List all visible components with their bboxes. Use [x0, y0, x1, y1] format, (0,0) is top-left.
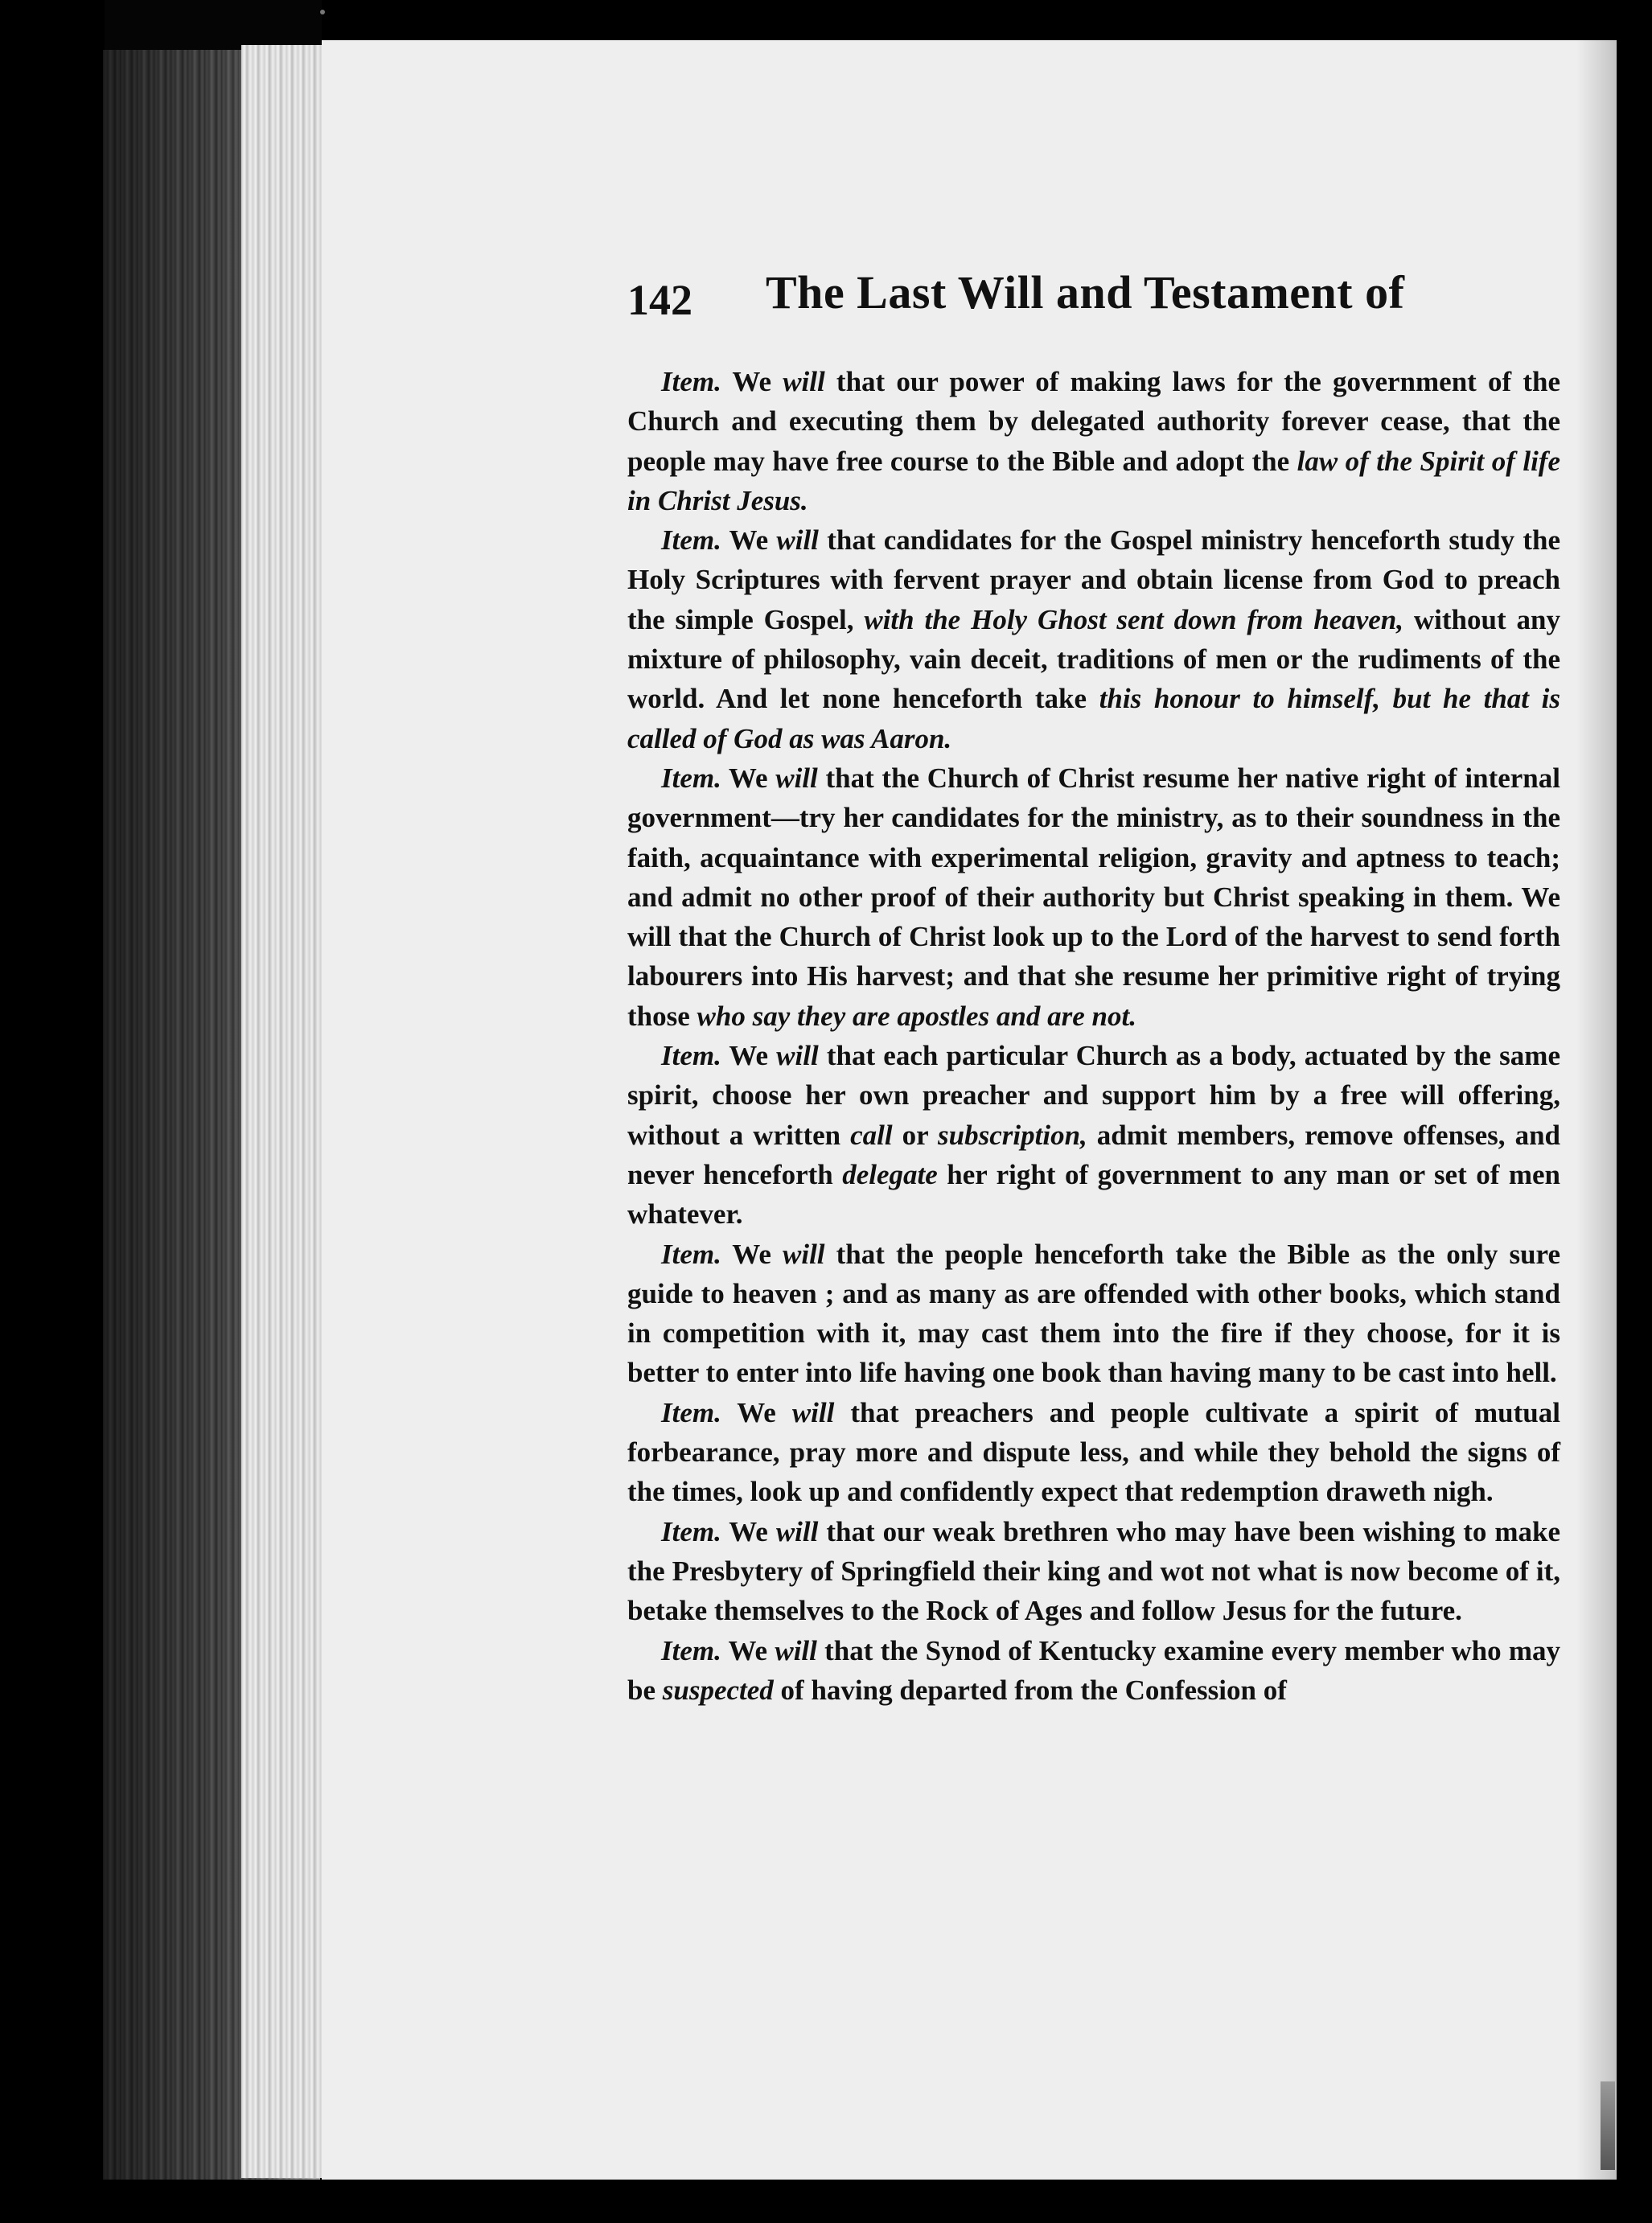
text-run: that the Synod of Kentucky examine every member who may be [627, 1634, 1560, 1706]
italic-text: will [775, 1634, 817, 1666]
running-header [627, 265, 1560, 330]
item-label: Item. [661, 1515, 721, 1547]
text-run: of having departed from the Confession of [773, 1674, 1287, 1706]
paragraph [627, 520, 1560, 758]
italic-text: who say they are apostles and are not. [697, 1000, 1136, 1032]
paragraph [627, 1512, 1560, 1631]
text-run: her right of government to any man or set of men whatever. [627, 1158, 1560, 1231]
text-run: We [721, 366, 783, 397]
italic-text: with the Holy Ghost sent down from heaven, [864, 603, 1404, 635]
dust-speck [320, 10, 325, 14]
text-run: that the Church of Christ resume her native right of internal government—try her candidates for the ministry, as to their soundness in the faith, acquaintance with experimental religion, gravity and aptness to teach; and admit no other proof of their authority but Christ speaking in them. We will that the Church of Christ look up to the Lord of the harvest to send forth labourers into His harvest; and that she resume her primitive right of trying those [627, 762, 1560, 1032]
text-run: or [892, 1119, 939, 1151]
paragraph [627, 1036, 1560, 1234]
paragraph [627, 362, 1560, 520]
page-corner-shadow [1601, 2081, 1615, 2170]
text-run: admit members, remove offenses, and never henceforth [627, 1119, 1560, 1190]
text-run: that our power of making laws for the government of the Church and executing them by delegated authority forever cease, that the people may have free course to the Bible and adopt the [627, 366, 1560, 477]
item-label: Item. [661, 1040, 721, 1072]
paragraph [627, 1235, 1560, 1393]
bottom-background [0, 2180, 1652, 2223]
item-label: Item. [661, 524, 721, 557]
right-background [1617, 0, 1652, 2223]
italic-text: will [775, 1515, 819, 1547]
text-run: We [721, 1515, 776, 1547]
text-run: that the people henceforth take the Bible as the only sure guide to heaven ; and as many as are offended with other books, which stand in competition with it, may cast them into the fire if they choose, for it is better to enter into life having one book than having many to be cast into hell. [627, 1238, 1560, 1389]
italic-text: will [775, 762, 818, 794]
item-label: Item. [661, 1238, 721, 1270]
text-run: that candidates for the Gospel ministry henceforth study the Holy Scriptures with fervent prayer and obtain license from God to preach the simple Gospel, [627, 524, 1560, 635]
italic-text: will [776, 1040, 819, 1072]
text-run: We [721, 1634, 775, 1666]
paragraph [627, 1393, 1560, 1512]
text-run: that each particular Church as a body, actuated by the same spirit, choose her own preacher and support him by a free will offering, without a written [627, 1040, 1560, 1151]
text-run: that our weak brethren who may have been wishing to make the Presbytery of Springfield their king and wot not what is now become of it, betake themselves to the Rock of Ages and follow Jesus for the future. [627, 1515, 1560, 1627]
italic-text: law of the Spirit of life in Christ Jesus. [627, 445, 1560, 516]
text-run: We [721, 524, 777, 557]
item-label: Item. [661, 1396, 721, 1428]
page-stack-edges [241, 45, 330, 2178]
italic-text: suspected [662, 1674, 774, 1706]
body-text [627, 362, 1560, 1710]
italic-text: call [850, 1119, 893, 1151]
text-run: without any mixture of philosophy, vain deceit, traditions of men or the rudiments of the world. And let none henceforth take [627, 603, 1560, 715]
text-run: We [721, 762, 776, 794]
italic-text: will [783, 366, 825, 397]
italic-text: delegate [842, 1158, 938, 1190]
text-run: that preachers and people cultivate a spirit of mutual forbearance, pray more and dispute less, and while they behold the signs of the times, look up and confidently expect that redemption draweth nigh. [627, 1396, 1560, 1508]
italic-text: will [783, 1238, 825, 1270]
top-background [322, 0, 1652, 40]
paragraph [627, 1631, 1560, 1711]
item-label: Item. [661, 1634, 721, 1666]
italic-text: this honour to himself, but he that is called of God as was Aaron. [627, 683, 1561, 754]
page-number: 142 [627, 276, 692, 324]
text-run: We [721, 1396, 792, 1428]
italic-text: will [776, 524, 819, 557]
running-title: The Last Will and Testament of [766, 266, 1405, 318]
left-background [0, 0, 105, 2223]
item-label: Item. [661, 762, 721, 794]
item-label: Item. [661, 366, 721, 397]
paragraph [627, 758, 1560, 1036]
text-run: We [721, 1238, 783, 1270]
italic-text: subscription, [938, 1119, 1087, 1151]
text-run: We [721, 1040, 777, 1072]
italic-text: will [791, 1396, 835, 1428]
